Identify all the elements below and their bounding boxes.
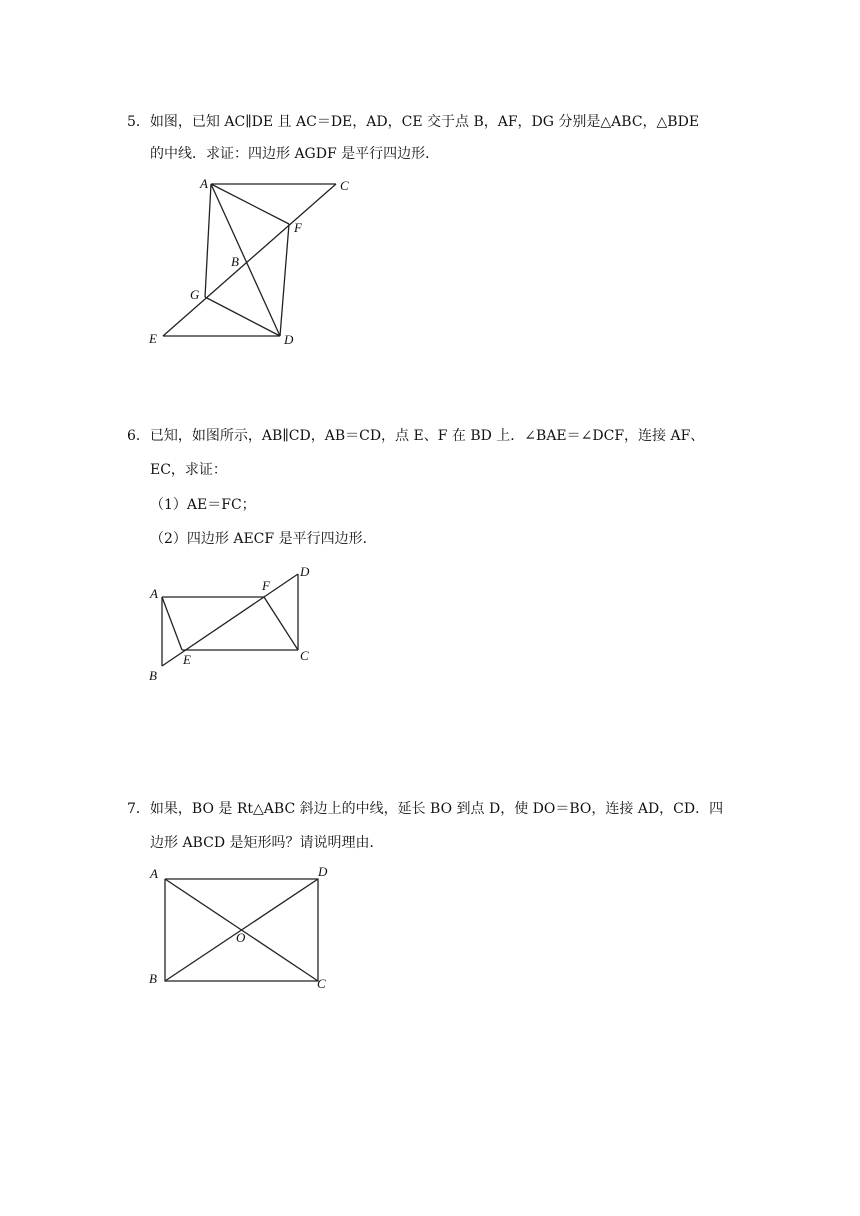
label-7-C: C <box>317 976 326 991</box>
label-5-A: A <box>200 176 208 191</box>
problem-6-part-1: （1）AE＝FC； <box>150 497 256 513</box>
label-5-G: G <box>190 287 200 302</box>
label-6-D: D <box>300 564 310 579</box>
problem-6-part-2: （2）四边形 AECF 是平行四边形． <box>150 531 377 547</box>
label-6-C: C <box>300 648 309 663</box>
label-5-B: B <box>231 254 239 269</box>
problem-6-text-1: 已知，如图所示，AB∥CD，AB＝CD，点 E、F 在 BD 上．∠BAE＝∠DCF，连接 AF、 <box>149 428 705 444</box>
problem-5-text-1: 如图，已知 AC∥DE 且 AC＝DE，AD，CE 交于点 B，AF，DG 分别是△ABC，△BDE <box>149 114 700 130</box>
label-7-O: O <box>236 930 246 945</box>
problem-7-line-2: 边形 ABCD 是矩形吗？请说明理由． <box>150 835 384 851</box>
label-6-E: E <box>183 652 191 667</box>
problem-7-text-1: 如果，BO 是 Rt△ABC 斜边上的中线，延长 BO 到点 D，使 DO＝BO，连接 AD，CD．四 <box>149 801 724 817</box>
problem-5-line-2: 的中线．求证：四边形 AGDF 是平行四边形． <box>150 146 440 162</box>
label-6-F: F <box>262 578 270 593</box>
label-7-B: B <box>149 971 157 986</box>
label-5-C: C <box>340 178 349 193</box>
label-5-D: D <box>284 332 294 347</box>
problem-6-number: 6． <box>127 428 150 444</box>
label-7-A: A <box>150 866 158 881</box>
problem-5-number: 5． <box>127 114 150 130</box>
label-5-F: F <box>294 220 302 235</box>
label-5-E: E <box>149 331 157 346</box>
label-7-D: D <box>318 864 328 879</box>
label-6-B: B <box>149 668 157 683</box>
label-6-A: A <box>150 586 158 601</box>
problem-6-line-2: EC，求证： <box>150 462 227 478</box>
problem-7-number: 7． <box>127 801 150 817</box>
